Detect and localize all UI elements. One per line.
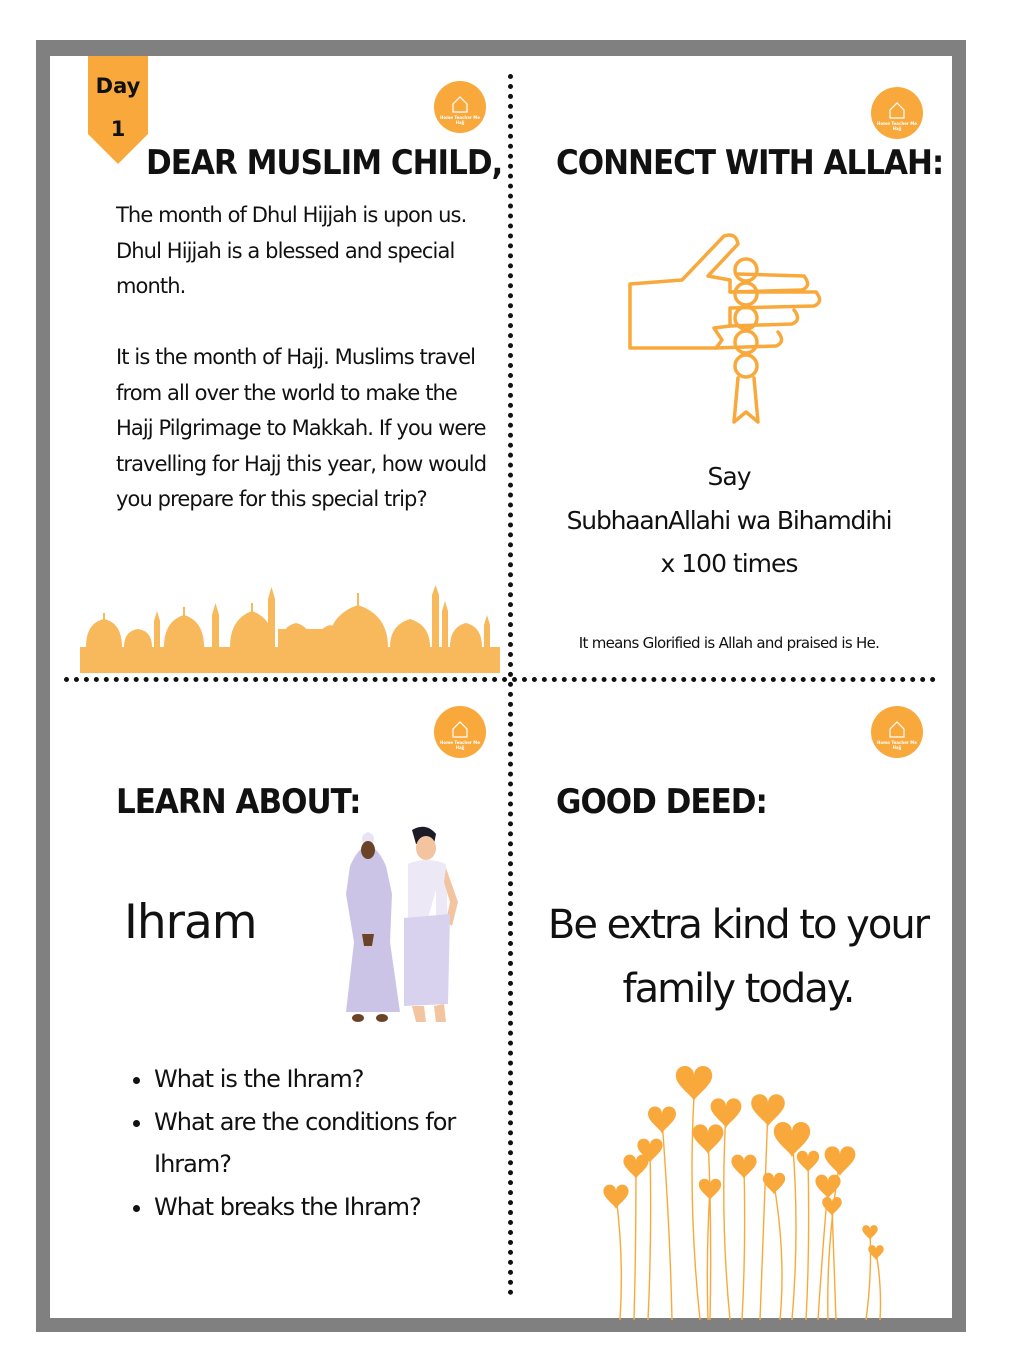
- hajj-paragraph: It is the month of Hajj. Muslims travel from all over the world to make the Hajj Pilgrimage to Makkah. If you were travelling for Hajj this year, how would you prepare for this special trip?: [116, 345, 487, 511]
- dhikr-phrase: SubhaanAllahi wa Bihamdihi: [566, 506, 892, 535]
- learn-heading: LEARN ABOUT:: [116, 783, 361, 822]
- heart-flowers-icon: [596, 1056, 896, 1320]
- good-deed-text: Be extra kind to your family today.: [547, 902, 929, 1012]
- prayer-beads-hand-icon: [626, 230, 830, 426]
- day-label: Day: [95, 74, 141, 98]
- list-item: • What is the Ihram?: [154, 1058, 514, 1101]
- dhikr-meaning: It means Glorified is Allah and praised is He.: [578, 634, 880, 652]
- connect-heading: CONNECT WITH ALLAH:: [556, 144, 944, 183]
- pilgrims-in-ihram-icon: [340, 822, 464, 1028]
- logo-badge-icon: Home Teacher Me Hajj: [434, 81, 486, 133]
- list-item: • What are the conditions for Ihram?: [154, 1101, 514, 1186]
- logo-badge-icon: Home Teacher Me Hajj: [871, 706, 923, 758]
- dear-child-heading: DEAR MUSLIM CHILD,: [146, 144, 503, 183]
- logo-badge-icon: Home Teacher Me Hajj: [434, 706, 486, 758]
- topic-title: Ihram: [124, 895, 257, 950]
- say-label: Say: [707, 462, 751, 491]
- repeat-count: x 100 times: [660, 549, 798, 578]
- intro-paragraph: The month of Dhul Hijjah is upon us. Dhul Hijjah is a blessed and special month.: [116, 203, 467, 298]
- mosque-skyline-icon: [80, 585, 500, 673]
- list-item: • What breaks the Ihram?: [154, 1186, 514, 1229]
- day-number: 1: [110, 117, 126, 141]
- horizontal-divider: [64, 677, 936, 682]
- day-ribbon-icon: [88, 56, 148, 164]
- question-list: [128, 1058, 514, 1228]
- logo-badge-icon: Home Teacher Me Hajj: [871, 87, 923, 139]
- good-deed-heading: GOOD DEED:: [556, 783, 767, 822]
